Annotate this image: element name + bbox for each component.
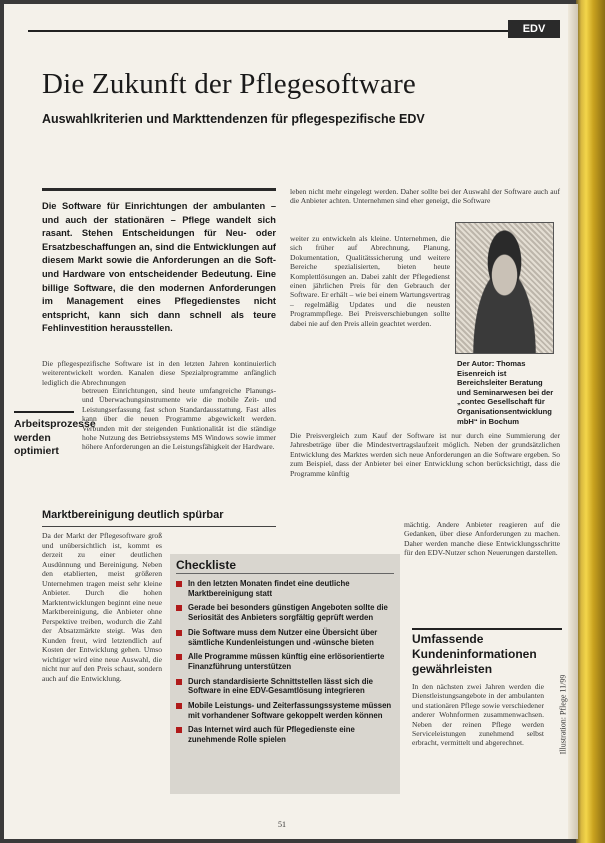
magazine-page [4, 4, 576, 839]
right-column-low2: mächtig. Andere Anbieter reagieren auf die Gedanken, über diese Anforderungen zu machen. Daher werden manche diese Entwicklungsschritte für den EDV-Nutzer schon Neuerungen darstellen. [404, 520, 560, 558]
page-edge [568, 4, 578, 839]
checklist-item-text: Die Software muss dem Nutzer eine Übersicht über sämtliche Kundenleistungen und -wünsche bieten [188, 627, 378, 647]
checklist-item [176, 628, 396, 647]
article-title: Die Zukunft der Pflegesoftware [42, 68, 417, 100]
top-rule [28, 30, 560, 46]
right-column-low: Die Preisvergleich zum Kauf der Software ist nur durch eine Summierung der Jahresbeträge über die Mindestvertragslaufzeit möglich. Neben der grundsätzlichen Entwicklung des Marktes werden sich neue Anforderungen an die Software ergeben. So zum Beispiel, dass der Anbieter bei einer Entwicklung schon berücksichtigt, dass die Programme künftig [290, 431, 560, 478]
page-number: 51 [278, 820, 286, 829]
bullet-square-icon [176, 703, 182, 709]
pull-quote: Arbeitsprozesse werden optimiert [14, 418, 96, 457]
author-caption: Der Autor: Thomas Eisenreich ist Bereichsleiter Beratung und Seminarwesen bei der „contec Gesellschaft für Organisationsentwicklung mbH“ in Bochum [457, 359, 554, 426]
section-2-rule [412, 628, 562, 630]
checklist-item-text: Alle Programme müssen künftig eine erlösorientierte Finanzführung unterstützen [188, 652, 385, 671]
checklist-item-text: Durch standardisierte Schnittstellen lässt sich die Software in eine EDV-Gesamtlösung integrieren [188, 676, 374, 696]
section-tab: EDV [508, 20, 560, 38]
checklist-item-text: Gerade bei besonders günstigen Angeboten sollte die Seriosität des Anbieters sorgfältig geprüft werden [188, 603, 388, 623]
checklist-rule [176, 573, 394, 574]
checklist-item [176, 579, 396, 598]
body-column-3: In den nächsten zwei Jahren werden die Dienstleistungsangebote in der ambulanten und stationären Pflege sowie verschiedener anderer Wohnformen zusammenwachsen. Neben der reinen Pflege werden Serviceleistungen zunehmend selbst erbracht, vermittelt und abgerechnet. [412, 682, 544, 748]
bullet-square-icon [176, 727, 182, 733]
bullet-square-icon [176, 654, 182, 660]
lead-rule [42, 188, 276, 191]
body-paragraph-1: Die pflegespezifische Software ist in den letzten Jahren kontinuierlich weiterentwickelt worden. Kanalen diese Spezialprogramme anfänglich lediglich die Abrechnungen [42, 359, 276, 387]
bullet-square-icon [176, 605, 182, 611]
checklist-item [176, 677, 396, 696]
right-column-mid: weiter zu entwickeln als kleine. Unternehmen, die sich früher auf Abrechnung, Planung, Dokumentation, Qualitätssicherung und weitere Bereiche spezialisierten, bieten heute Komplettlösungen an. Dabei zahlt der Pflegedienst einen jährlichen Preis für den Gebrauch der Software. Er erhält – wie bei einem Wartungsvertrag – regelmäßig Updates und die neusten Programmpflege. Bei Preisverschiebungen sollte dabei nie auf den Preis allein geachtet werden. [290, 234, 450, 328]
photo-credit-text: Illustration: Pflege 11/99 [558, 674, 568, 755]
bullet-square-icon [176, 630, 182, 636]
checklist-item [176, 701, 396, 720]
lead-paragraph: Die Software für Einrichtungen der ambulanten – und auch der stationären – Pflege wandelt sich rasant. Stehen Entscheidungen für Neu- oder Ersatzbeschaffungen an, sind die Entwicklungen auf diesem Markt sowie die Anforderungen an die Soft- und Hardware von entscheidender Bedeutung. Eine billige Software, die den modernen Anforderungen im Management eines Pflegedienstes nicht entspricht, kann sich dann schnell als teure Fehlinvestition herausstellen. [42, 201, 276, 334]
checklist [176, 579, 396, 750]
checklist-item [176, 603, 396, 622]
checklist-item-text: Mobile Leistungs- und Zeiterfassungssysteme müssen mit vorhandener Software gekoppelt werden können [188, 701, 392, 720]
checklist-item [176, 652, 396, 671]
article-subtitle: Auswahlkriterien und Markttendenzen für pflegespezifische EDV [42, 112, 425, 126]
body-column-1: Da der Markt der Pflegesoftware groß und unübersichtlich ist, kommt es derzeit zu einer deutlichen Ausdünnung und Bereinigung. Neben den etablierten, meist größeren Unternehmen tragen meist sehr kleine Anbieter. Durch die hohen Marktentwicklungen beginnt eine neue Marktbereinigung, die Anbieter ohne Perspektive treiben, wodurch die Zahl der Absatzmärkte steigt. Was den Kunden freut, wird letztendlich auf Kosten der Entwicklung gehen. Umso wichtiger wird eine neue Auswahl, die nicht nur auf den Preis schaut, sondern auch auf die Entwicklung. [42, 531, 162, 683]
body-paragraph-1b: betreuen Einrichtungen, sind heute umfangreiche Planungs- und Überwachungsinstrumente wie die mobile Zeit- und Leistungserfassung fast schon Standardausstattung. Fast alles kann über die neuen Programme abgewickelt werden. Verbunden mit der steigenden Funktionalität ist die ständige hohe Nutzung des Betriebssystems MS Windows sowie immer höhere Anforderungen an die Leistungsfähigkeit der Hardware. [82, 386, 276, 452]
checklist-item-text: In den letzten Monaten findet eine deutliche Marktbereinigung statt [188, 579, 350, 598]
section-heading-customer-info: Umfassende Kundeninformationen gewährleisten [412, 632, 537, 676]
author-photo [455, 222, 554, 354]
section-rule [42, 526, 276, 527]
checklist-title: Checkliste [176, 558, 237, 572]
binder-spine [576, 0, 605, 843]
right-column-top: leben nicht mehr eingelegt werden. Daher sollte bei der Auswahl der Software auch auf die Anbieter achten. Unternehmen sind eher geneigt, die Software [290, 187, 560, 206]
pull-quote-rule [14, 411, 74, 413]
bullet-square-icon [176, 581, 182, 587]
section-heading-market: Marktbereinigung deutlich spürbar [42, 509, 224, 521]
checklist-item [176, 725, 396, 744]
checklist-item-text: Das Internet wird auch für Pflegedienste eine zunehmende Rolle spielen [188, 725, 355, 745]
bullet-square-icon [176, 679, 182, 685]
